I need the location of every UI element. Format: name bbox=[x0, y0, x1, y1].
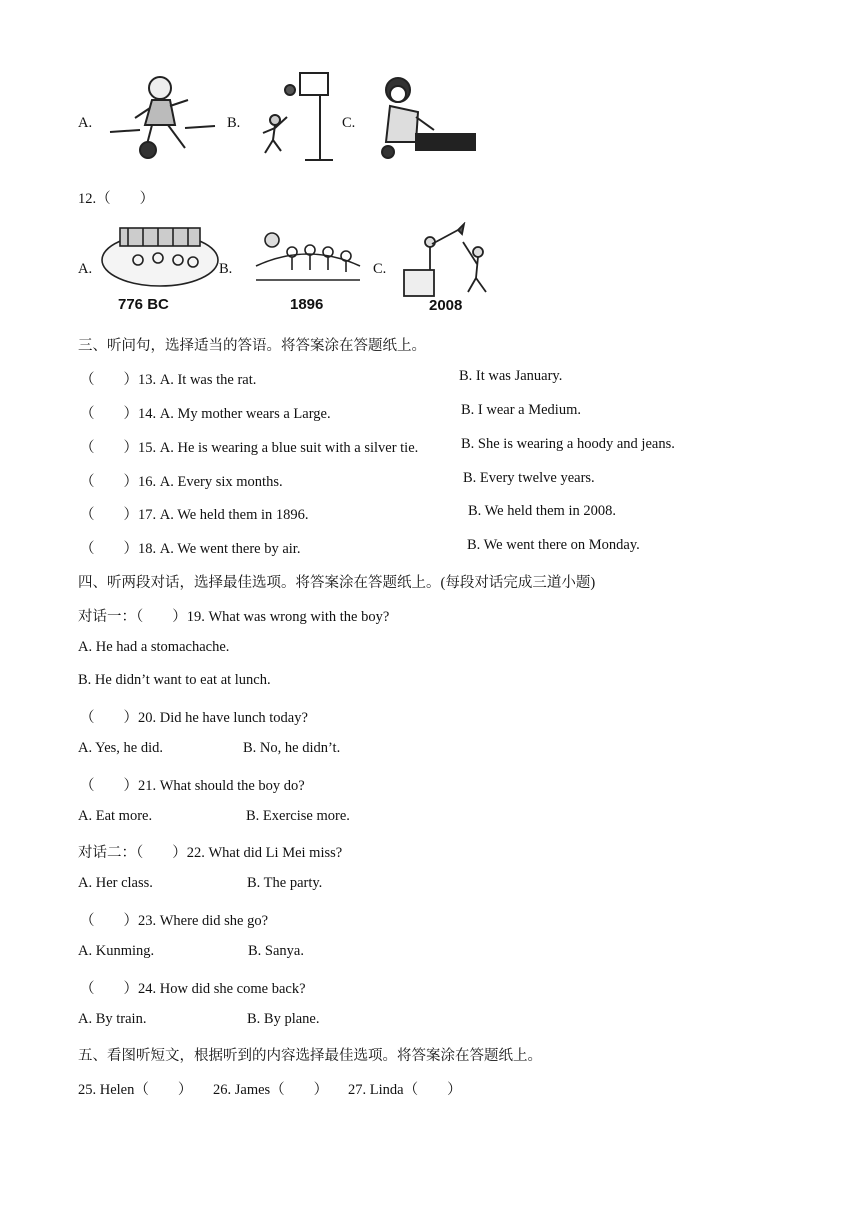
q12-option-c-label: C. bbox=[373, 261, 387, 277]
q19-question: 对话一：（ ）19. What was wrong with the boy? bbox=[78, 609, 390, 625]
q13-left: （ ）13. A. It was the rat. bbox=[80, 372, 257, 388]
q12-picture-b bbox=[252, 222, 364, 292]
q18-left: （ ）18. A. We went there by air. bbox=[80, 541, 301, 557]
q12-caption-b: 1896 bbox=[290, 296, 324, 313]
q14-right: B. I wear a Medium. bbox=[461, 402, 581, 418]
q21-question: （ ）21. What should the boy do? bbox=[80, 778, 305, 794]
section4-heading: 四、听两段对话，选择最佳选项。将答案涂在答题纸上。(每段对话完成三道小题) bbox=[78, 575, 596, 591]
q15-left: （ ）15. A. He is wearing a blue suit with a silver tie. bbox=[80, 440, 419, 456]
section3-heading: 三、听问句，选择适当的答语。将答案涂在答题纸上。 bbox=[78, 338, 426, 354]
q12-option-b-label: B. bbox=[219, 261, 233, 277]
q15-right: B. She is wearing a hoody and jeans. bbox=[461, 436, 675, 452]
q23-option-b: B. Sanya. bbox=[248, 943, 304, 959]
q25-helen: 25. Helen（ ） bbox=[78, 1082, 193, 1098]
q16-right: B. Every twelve years. bbox=[463, 470, 595, 486]
q14-left: （ ）14. A. My mother wears a Large. bbox=[80, 406, 331, 422]
q12-picture-c bbox=[398, 222, 503, 300]
q11-option-b-label: B. bbox=[227, 115, 241, 131]
q20-question: （ ）20. Did he have lunch today? bbox=[80, 710, 308, 726]
q12-picture-a bbox=[98, 222, 223, 292]
q11-picture-c bbox=[376, 72, 476, 164]
q24-option-b: B. By plane. bbox=[247, 1011, 320, 1027]
q19-option-b: B. He didn’t want to eat at lunch. bbox=[78, 672, 271, 688]
q11-picture-b bbox=[245, 65, 340, 165]
q17-left: （ ）17. A. We held them in 1896. bbox=[80, 507, 309, 523]
q16-left: （ ）16. A. Every six months. bbox=[80, 474, 283, 490]
section5-heading: 五、看图听短文，根据听到的内容选择最佳选项。将答案涂在答题纸上。 bbox=[78, 1048, 542, 1064]
q12-caption-a: 776 BC bbox=[118, 296, 169, 313]
q23-option-a: A. Kunming. bbox=[78, 943, 155, 959]
q11-picture-a bbox=[100, 70, 220, 165]
q11-option-a-label: A. bbox=[78, 115, 93, 131]
q21-option-a: A. Eat more. bbox=[78, 808, 153, 824]
q22-question: 对话二：（ ）22. What did Li Mei miss? bbox=[78, 845, 343, 861]
q23-question: （ ）23. Where did she go? bbox=[80, 913, 269, 929]
q24-option-a: A. By train. bbox=[78, 1011, 147, 1027]
q20-option-a: A. Yes, he did. bbox=[78, 740, 163, 756]
q20-option-b: B. No, he didn’t. bbox=[243, 740, 341, 756]
q12-option-a-label: A. bbox=[78, 261, 93, 277]
q26-james: 26. James（ ） bbox=[213, 1082, 329, 1098]
q24-question: （ ）24. How did she come back? bbox=[80, 981, 306, 997]
q13-right: B. It was January. bbox=[459, 368, 563, 384]
q12-caption-c: 2008 bbox=[429, 297, 463, 314]
q27-linda: 27. Linda（ ） bbox=[348, 1082, 462, 1098]
q11-option-c-label: C. bbox=[342, 115, 356, 131]
q19-option-a: A. He had a stomachache. bbox=[78, 639, 230, 655]
q21-option-b: B. Exercise more. bbox=[246, 808, 350, 824]
q18-right: B. We went there on Monday. bbox=[467, 537, 640, 553]
q22-option-b: B. The party. bbox=[247, 875, 323, 891]
q12-number: 12.（ ） bbox=[78, 191, 155, 207]
q17-right: B. We held them in 2008. bbox=[468, 503, 616, 519]
q22-option-a: A. Her class. bbox=[78, 875, 153, 891]
